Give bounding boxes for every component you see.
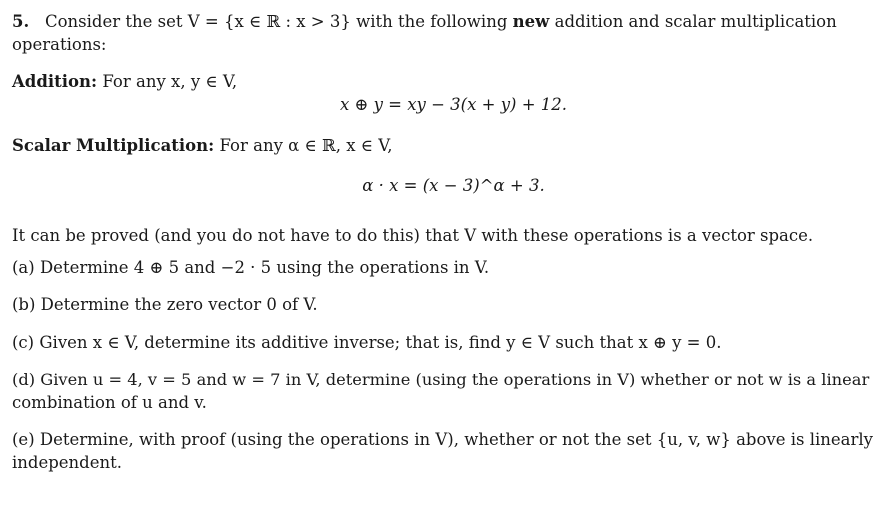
scalar-text: For any α ∈ ℝ, x ∈ V, — [219, 136, 393, 155]
addition-formula: x ⊕ y = xy − 3(x + y) + 12. — [339, 95, 568, 114]
part-a: (a) Determine 4 ⊕ 5 and −2 · 5 using the operations in V. — [12, 258, 490, 277]
scalar-formula: α · x = (x − 3)^α + 3. — [362, 176, 545, 195]
part-b: (b) Determine the zero vector 0 of V. — [12, 295, 318, 314]
problem-intro-text: Consider the set V = {x ∈ ℝ : x > 3} with the following — [44, 12, 508, 31]
problem-intro-line2: operations: — [12, 35, 107, 54]
addition-line — [12, 71, 237, 93]
scalar-line — [12, 135, 393, 157]
problem-intro-end: addition and scalar multiplication — [554, 12, 837, 31]
addition-text: For any x, y ∈ V, — [102, 72, 238, 91]
scalar-label: Scalar Multiplication: — [12, 136, 215, 155]
problem-number: 5. — [12, 12, 30, 31]
part-d-line1: (d) Given u = 4, v = 5 and w = 7 in V, determine (using the operations in V) whether or not w is a linear — [12, 370, 870, 389]
part-c: (c) Given x ∈ V, determine its additive inverse; that is, find y ∈ V such that x ⊕ y = 0. — [12, 333, 722, 352]
part-d-line2: combination of u and v. — [12, 393, 207, 412]
problem-intro-bold: new — [512, 12, 550, 31]
part-e-line2: independent. — [12, 453, 123, 472]
statement-text: It can be proved (and you do not have to do this) that V with these operations is a vector space. — [12, 226, 814, 245]
addition-label: Addition: — [12, 72, 98, 91]
part-e-line1: (e) Determine, with proof (using the operations in V), whether or not the set {u, v, w} above is linearly — [12, 430, 874, 449]
problem-intro-line1 — [12, 11, 837, 33]
